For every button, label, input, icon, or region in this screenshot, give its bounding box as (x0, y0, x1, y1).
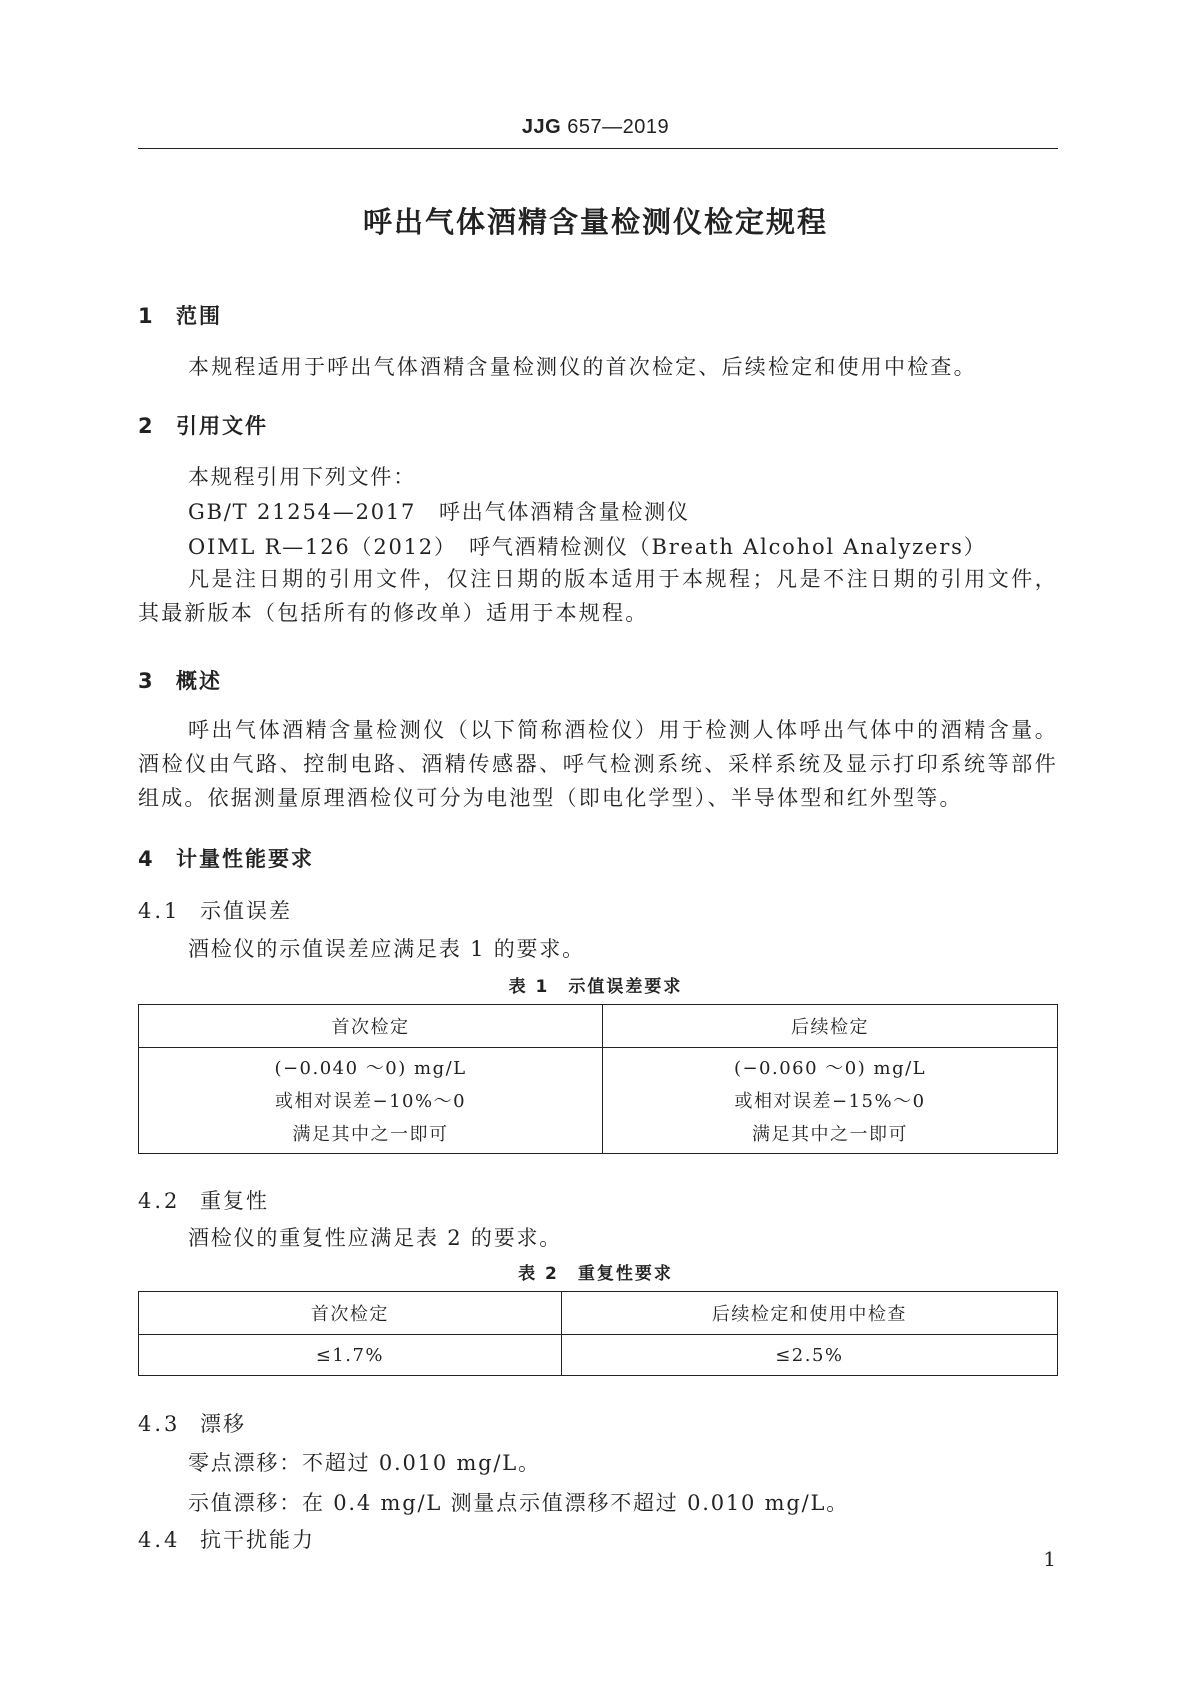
section-2-heading: 2 引用文件 (138, 414, 268, 438)
table-header: 后续检定和使用中检查 (561, 1292, 1057, 1335)
table-2 (138, 1291, 1058, 1376)
section-1-text: 本规程适用于呼出气体酒精含量检测仪的首次检定、后续检定和使用中检查。 (188, 355, 977, 379)
section-2-intro: 本规程引用下列文件： (188, 465, 416, 489)
document-header: JJG 657—2019 (521, 116, 670, 138)
section-4-1-text: 酒检仪的示值误差应满足表 1 的要求。 (188, 937, 585, 961)
section-4-4-heading: 4.4 抗干扰能力 (138, 1528, 315, 1552)
header-rule (138, 148, 1058, 149)
section-2-note: 凡是注日期的引用文件，仅注日期的版本适用于本规程；凡是不注日期的引用文件，其最新版本（包括所有的修改单）适用于本规程。 (138, 567, 1058, 625)
table-cell: (−0.040 ～0) mg/L 或相对误差−10%～0 满足其中之一即可 (139, 1048, 603, 1154)
page-number: 1 (1043, 1547, 1056, 1571)
section-4-3-heading: 4.3 漂移 (138, 1412, 246, 1436)
table-header: 首次检定 (139, 1005, 603, 1048)
table-2-caption: 表 2 重复性要求 (518, 1264, 673, 1284)
reference-1: GB/T 21254—2017 呼出气体酒精含量检测仪 (188, 500, 690, 524)
document-title: 呼出气体酒精含量检测仪检定规程 (362, 205, 828, 239)
section-4-3-line-2: 示值漂移：在 0.4 mg/L 测量点示值漂移不超过 0.010 mg/L。 (188, 1491, 850, 1515)
section-4-1-heading: 4.1 示值误差 (138, 899, 292, 923)
table-cell: ≤1.7% (139, 1335, 562, 1376)
section-3-heading: 3 概述 (138, 669, 222, 693)
reference-2: OIML R—126（2012） 呼气酒精检测仪（Breath Alcohol Analyzers） (188, 535, 987, 559)
table-cell: (−0.060 ～0) mg/L 或相对误差−15%～0 满足其中之一即可 (603, 1048, 1058, 1154)
section-4-3-line-1: 零点漂移：不超过 0.010 mg/L。 (188, 1451, 541, 1475)
section-4-heading: 4 计量性能要求 (138, 847, 314, 871)
table-header: 后续检定 (603, 1005, 1058, 1048)
table-row (139, 1048, 1058, 1154)
table-row (139, 1005, 1058, 1048)
table-header: 首次检定 (139, 1292, 562, 1335)
table-row (139, 1335, 1058, 1376)
table-cell: ≤2.5% (561, 1335, 1057, 1376)
table-1-caption: 表 1 示值误差要求 (508, 977, 683, 997)
section-1-heading: 1 范围 (138, 304, 222, 328)
section-4-2-heading: 4.2 重复性 (138, 1189, 269, 1213)
table-row (139, 1292, 1058, 1335)
section-4-2-text: 酒检仪的重复性应满足表 2 的要求。 (188, 1226, 563, 1250)
section-3-text: 呼出气体酒精含量检测仪（以下简称酒检仪）用于检测人体呼出气体中的酒精含量。酒检仪由气路、控制电路、酒精传感器、呼气检测系统、采样系统及显示打印系统等部件组成。依据测量原理酒检仪可分为电池型（即电化学型）、半导体型和红外型等。 (138, 718, 1058, 810)
table-1 (138, 1004, 1058, 1154)
